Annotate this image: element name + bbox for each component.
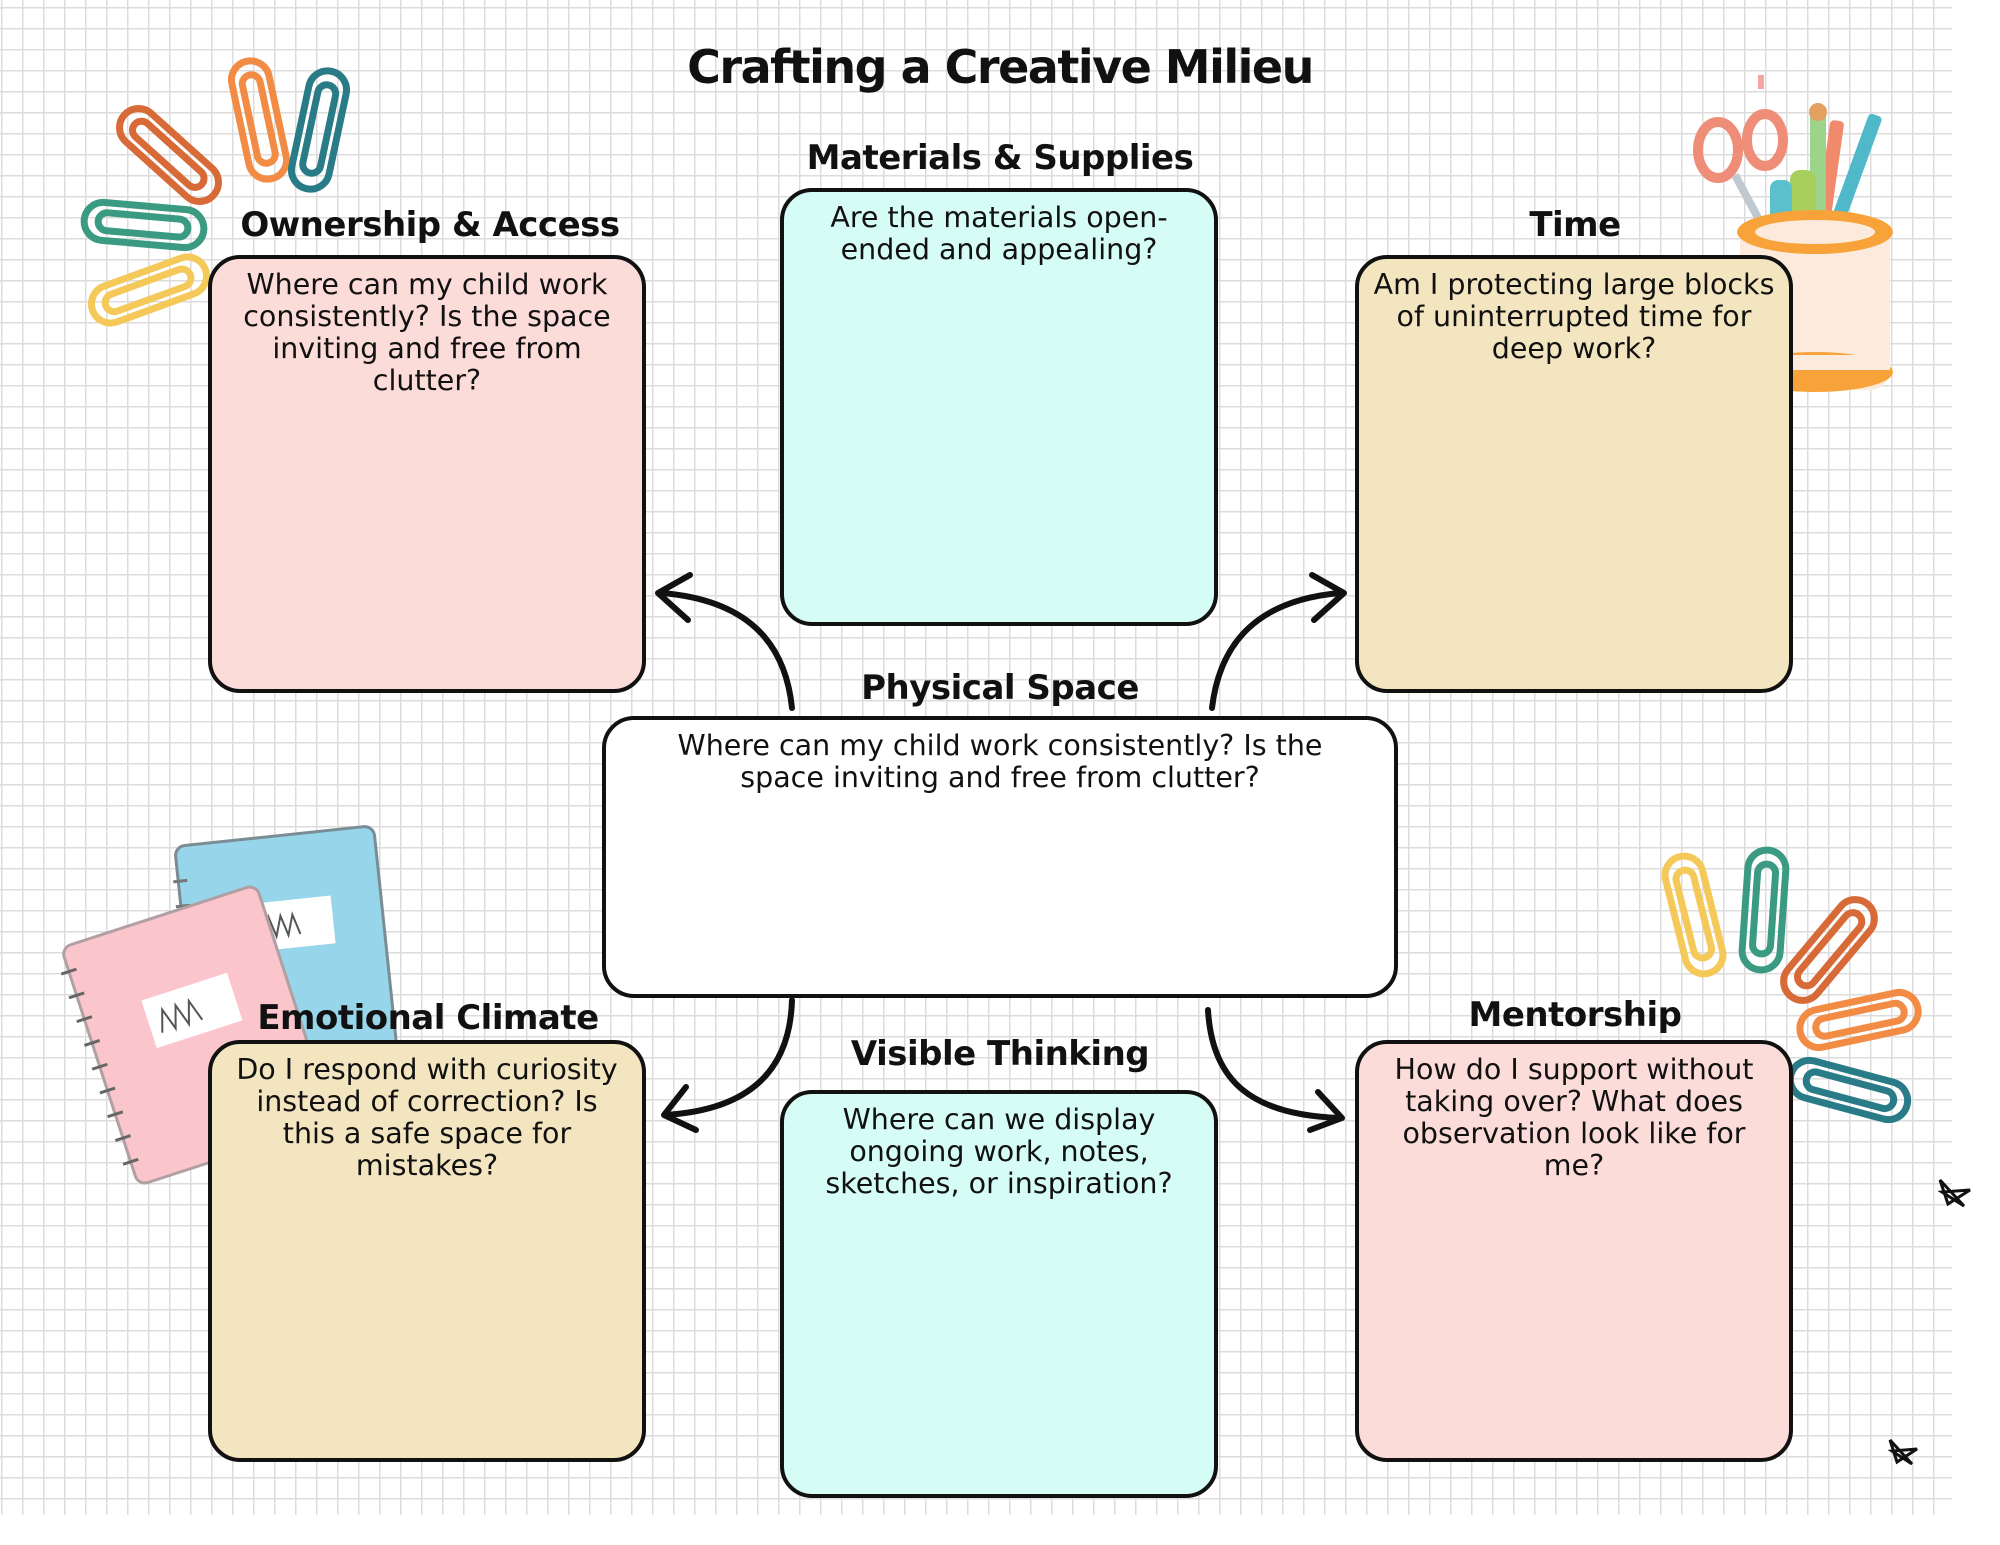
arrow-to-mentorship: [1208, 1010, 1340, 1118]
emotional-prompt: Do I respond with curiosity instead of correction? Is this a safe space for mistakes?: [236, 1053, 618, 1182]
time-prompt: Am I protecting large blocks of uninterrupted time for deep work?: [1373, 268, 1775, 365]
materials-box[interactable]: [780, 188, 1218, 626]
visible-box[interactable]: [780, 1090, 1218, 1498]
mentorship-box[interactable]: [1355, 1040, 1793, 1462]
time-heading: Time: [1529, 205, 1621, 245]
emotional-heading: Emotional Climate: [257, 998, 599, 1038]
mentorship-prompt: How do I support without taking over? What does observation look like for me?: [1394, 1053, 1754, 1182]
emotional-box[interactable]: [208, 1040, 646, 1462]
arrowhead-emotional: [664, 1087, 696, 1130]
visible-heading: Visible Thinking: [850, 1034, 1150, 1074]
page-title: Crafting a Creative Milieu: [687, 40, 1313, 94]
ownership-heading: Ownership & Access: [240, 205, 620, 245]
ownership-box[interactable]: [208, 255, 646, 693]
time-box[interactable]: [1355, 255, 1793, 693]
physical-box[interactable]: [602, 716, 1398, 998]
physical-prompt: Where can my child work consistently? Is the space inviting and free from clutter?: [677, 729, 1323, 794]
arrowhead-mentorship: [1310, 1092, 1342, 1130]
arrow-to-emotional: [665, 1000, 792, 1115]
mentorship-heading: Mentorship: [1468, 995, 1682, 1035]
visible-prompt: Where can we display ongoing work, notes, sketches, or inspiration?: [825, 1103, 1173, 1200]
materials-prompt: Are the materials open-ended and appealing?: [830, 201, 1168, 266]
ownership-prompt: Where can my child work consistently? Is the space inviting and free from clutter?: [243, 268, 611, 397]
materials-heading: Materials & Supplies: [806, 138, 1194, 178]
physical-heading: Physical Space: [861, 668, 1139, 708]
